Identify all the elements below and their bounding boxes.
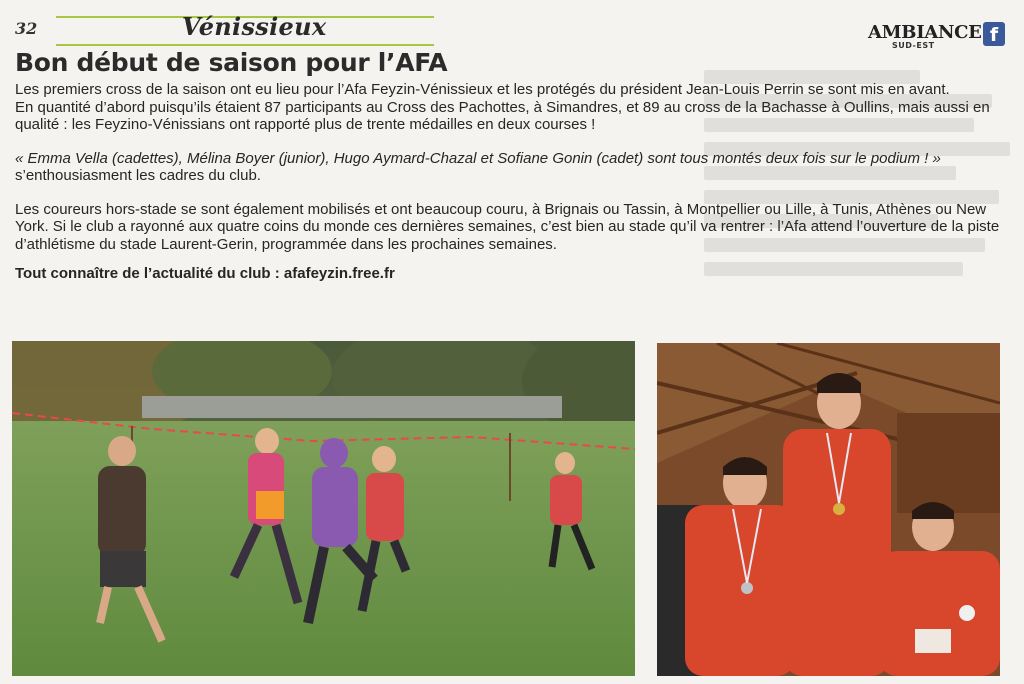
article-headline: Bon début de saison pour l’AFA (15, 48, 448, 77)
rubric-bottom-rule (56, 44, 434, 46)
paragraph-quote (15, 150, 1007, 185)
paragraph-participants: En quantité d’abord puisqu’ils étaient 87 participants au Cross des Pachottes, à Simandres, et 89 au cross de la Bachasse à Oullins, mais aussi en qualité : les Feyzino-Vénissians ont rapporté plus de trente médailles en deux courses ! (15, 98, 990, 133)
magazine-logo (868, 19, 982, 53)
logo-name: AMBIANCE (868, 22, 982, 43)
section-rubric: Vénissieux (182, 12, 327, 41)
paragraph-road-runners: Les coureurs hors-stade se sont également mobilisés et ont beaucoup couru, à Brignais ou Tassin, à Montpellier ou Lille, à Tunis, Athènes ou New York. Si le club a rayonné aux quatre coins du monde ces dernières semaines, c’est bien au stade qu’il va rentrer : l’Afa attend l’ouverture de la piste d’athlétisme du stade Laurent-Gerin, programmée dans les prochaines semaines. (15, 200, 1000, 253)
quote-attribution: s’enthousiasment les cadres du club. (15, 167, 261, 184)
club-website-line: Tout connaître de l’actualité du club : afafeyzin.free.fr (15, 265, 395, 282)
paragraph-intro: Les premiers cross de la saison ont eu lieu pour l’Afa Feyzin-Vénissieux et les protégés du président Jean-Louis Perrin se sont mis en avant. (15, 81, 950, 98)
photo-cross-country-runners (12, 341, 635, 676)
logo-subtitle: SUD-EST (892, 41, 935, 50)
facebook-icon: f (983, 22, 1005, 46)
quote-text: « Emma Vella (cadettes), Mélina Boyer (junior), Hugo Aymard-Chazal et Sofiane Gonin (cadet) sont tous montés deux fois sur le podium ! » (15, 149, 941, 167)
photo-podium-medalists (657, 343, 1000, 676)
article-body (15, 81, 1007, 283)
page-number: 32 (15, 19, 38, 38)
